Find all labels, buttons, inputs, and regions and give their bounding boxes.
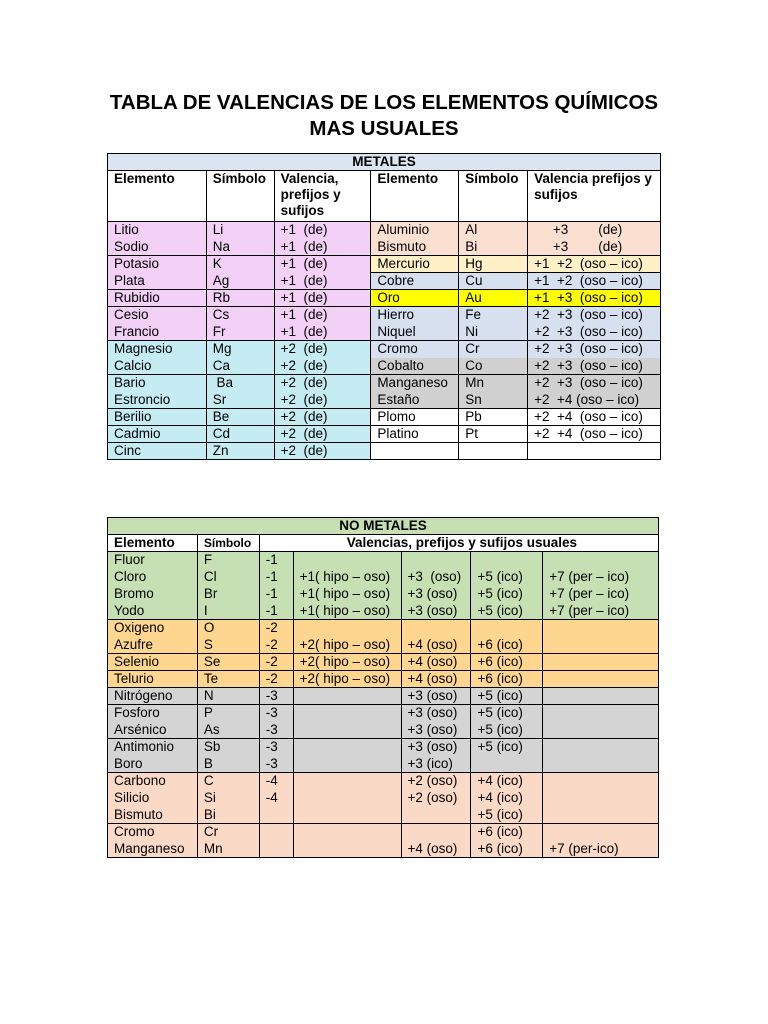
col-header: Valencia, prefijos y sufijos (274, 171, 371, 222)
no-metales-row (108, 688, 659, 705)
metales-row (108, 443, 661, 460)
table-cell: Mg (206, 341, 274, 358)
table-cell (293, 773, 401, 790)
table-cell: -1 (259, 569, 293, 586)
table-cell: +3 (oso) (401, 586, 471, 603)
table-cell: Fosforo (108, 705, 198, 722)
table-cell: Sb (197, 739, 259, 756)
table-cell: Ca (206, 358, 274, 375)
page-title (0, 90, 768, 142)
table-cell: B (197, 756, 259, 773)
table-cell: Potasio (108, 256, 207, 273)
table-cell: +2 (de) (274, 341, 371, 358)
metales-row (108, 341, 661, 358)
table-cell: +7 (per – ico) (543, 603, 659, 620)
table-cell: +3 (oso) (401, 722, 471, 739)
table-cell: Oxigeno (108, 620, 198, 637)
table-cell: Aluminio (371, 222, 459, 239)
no-metales-row (108, 790, 659, 807)
table-cell (543, 790, 659, 807)
metales-row (108, 375, 661, 392)
table-cell (293, 824, 401, 841)
table-cell: -4 (259, 773, 293, 790)
table-cell: +3 (oso) (401, 688, 471, 705)
table-cell: +1 (de) (274, 324, 371, 341)
table-cell: +2 +4 (oso – ico) (528, 409, 661, 426)
table-cell: -4 (259, 790, 293, 807)
table-cell (293, 552, 401, 569)
col-header: Valencias, prefijos y sufijos usuales (259, 535, 658, 552)
metales-row (108, 307, 661, 324)
table-cell (293, 756, 401, 773)
table-cell (543, 705, 659, 722)
table-cell: Carbono (108, 773, 198, 790)
table-cell (371, 443, 459, 460)
table-cell: Hierro (371, 307, 459, 324)
table-cell: Mn (459, 375, 528, 392)
table-cell: +1 (de) (274, 256, 371, 273)
table-cell: +2( hipo – oso) (293, 654, 401, 671)
table-cell: Be (206, 409, 274, 426)
table-cell (293, 705, 401, 722)
table-cell: +4 (oso) (401, 654, 471, 671)
table-cell: +1 (de) (274, 307, 371, 324)
table-cell: Manganeso (371, 375, 459, 392)
table-cell (259, 824, 293, 841)
table-cell: -3 (259, 756, 293, 773)
table-cell: Mercurio (371, 256, 459, 273)
table-cell: -1 (259, 552, 293, 569)
table-cell: -3 (259, 688, 293, 705)
no-metales-row (108, 620, 659, 637)
table-cell: -1 (259, 603, 293, 620)
table-cell: Fe (459, 307, 528, 324)
table-cell: Cesio (108, 307, 207, 324)
table-cell (543, 654, 659, 671)
table-cell: +3 (de) (528, 222, 661, 239)
no-metales-row (108, 739, 659, 756)
table-cell: As (197, 722, 259, 739)
table-cell: Bi (197, 807, 259, 824)
table-cell: +3 (oso) (401, 705, 471, 722)
table-cell: +2 (oso) (401, 790, 471, 807)
table-cell: Berilio (108, 409, 207, 426)
table-cell (543, 807, 659, 824)
table-cell (543, 824, 659, 841)
table-cell: +1 (de) (274, 290, 371, 307)
table-cell (543, 552, 659, 569)
no-metales-row (108, 654, 659, 671)
table-cell: Cloro (108, 569, 198, 586)
table-cell: +2 +3 (oso – ico) (528, 307, 661, 324)
table-cell: Cl (197, 569, 259, 586)
table-cell: Arsénico (108, 722, 198, 739)
table-cell: +2 (de) (274, 392, 371, 409)
table-cell: Cobalto (371, 358, 459, 375)
table-cell (543, 688, 659, 705)
table-cell: +1( hipo – oso) (293, 586, 401, 603)
table-cell (293, 722, 401, 739)
table-cell: +2 +4 (oso – ico) (528, 392, 661, 409)
table-cell: Litio (108, 222, 207, 239)
table-cell: +5 (ico) (471, 586, 543, 603)
table-cell (543, 671, 659, 688)
table-cell: +3 (ico) (401, 756, 471, 773)
table-cell (528, 443, 661, 460)
table-cell: Antimonio (108, 739, 198, 756)
table-cell: Bismuto (108, 807, 198, 824)
table-cell (471, 756, 543, 773)
table-cell (471, 552, 543, 569)
table-cell: Te (197, 671, 259, 688)
no-metales-row (108, 807, 659, 824)
table-cell: -3 (259, 739, 293, 756)
table-cell: Calcio (108, 358, 207, 375)
table-cell: Rubidio (108, 290, 207, 307)
metales-row (108, 392, 661, 409)
metales-row (108, 273, 661, 290)
table-cell: +1 +2 (oso – ico) (528, 256, 661, 273)
table-cell: +5 (ico) (471, 705, 543, 722)
no-metales-row (108, 637, 659, 654)
no-metales-row (108, 773, 659, 790)
table-cell: Pt (459, 426, 528, 443)
table-cell (543, 739, 659, 756)
table-cell: Azufre (108, 637, 198, 654)
table-cell (401, 620, 471, 637)
table-cell (293, 739, 401, 756)
table-cell: Br (197, 586, 259, 603)
table-cell: Bi (459, 239, 528, 256)
table-cell: +1 (de) (274, 222, 371, 239)
table-cell: Fr (206, 324, 274, 341)
table-cell: K (206, 256, 274, 273)
table-cell: Bario (108, 375, 207, 392)
title-line-1: TABLA DE VALENCIAS DE LOS ELEMENTOS QUÍMICOS (109, 91, 659, 114)
table-cell: P (197, 705, 259, 722)
table-cell: Yodo (108, 603, 198, 620)
table-cell: +2 (de) (274, 358, 371, 375)
table-cell: +2 +4 (oso – ico) (528, 426, 661, 443)
table-cell: Al (459, 222, 528, 239)
table-cell: +6 (ico) (471, 671, 543, 688)
no-metales-row (108, 756, 659, 773)
table-cell (259, 841, 293, 858)
table-cell: +1( hipo – oso) (293, 569, 401, 586)
table-cell: Pb (459, 409, 528, 426)
no-metales-row (108, 671, 659, 688)
table-cell: Selenio (108, 654, 198, 671)
table-cell: Silicio (108, 790, 198, 807)
table-cell: +3 (oso) (401, 569, 471, 586)
table-cell: +6 (ico) (471, 637, 543, 654)
metales-table (107, 153, 661, 460)
table-cell: Bromo (108, 586, 198, 603)
no-metales-row (108, 722, 659, 739)
table-cell: Bismuto (371, 239, 459, 256)
metales-row (108, 290, 661, 307)
table-cell: S (197, 637, 259, 654)
col-header: Valencia prefijos y sufijos (528, 171, 661, 222)
table-cell (293, 688, 401, 705)
table-cell: +2 +3 (oso – ico) (528, 358, 661, 375)
table-cell: I (197, 603, 259, 620)
table-cell: Au (459, 290, 528, 307)
table-cell: Mn (197, 841, 259, 858)
table-cell: Estroncio (108, 392, 207, 409)
table-cell: +2 (de) (274, 443, 371, 460)
table-cell: +2 +3 (oso – ico) (528, 375, 661, 392)
table-cell (293, 841, 401, 858)
metales-row (108, 239, 661, 256)
table-cell: +1 (de) (274, 239, 371, 256)
table-cell: Cinc (108, 443, 207, 460)
table-cell: Cobre (371, 273, 459, 290)
table-cell: +5 (ico) (471, 688, 543, 705)
table-cell: -2 (259, 671, 293, 688)
table-cell: C (197, 773, 259, 790)
table-cell: +2 +3 (oso – ico) (528, 341, 661, 358)
col-header: Símbolo (197, 535, 259, 552)
no-metales-row (108, 603, 659, 620)
table-cell (401, 824, 471, 841)
col-header: Elemento (371, 171, 459, 222)
table-cell (293, 807, 401, 824)
no-metales-row (108, 586, 659, 603)
table-cell (293, 620, 401, 637)
metales-row (108, 409, 661, 426)
table-cell: +6 (ico) (471, 654, 543, 671)
table-cell: Platino (371, 426, 459, 443)
table-cell: Rb (206, 290, 274, 307)
table-cell: Estaño (371, 392, 459, 409)
table-cell: Ba (206, 375, 274, 392)
table-cell: Ag (206, 273, 274, 290)
table-cell: +5 (ico) (471, 722, 543, 739)
table-cell: +4 (oso) (401, 841, 471, 858)
table-cell: Plata (108, 273, 207, 290)
table-cell (543, 722, 659, 739)
table-cell: +2( hipo – oso) (293, 637, 401, 654)
table-cell: Manganeso (108, 841, 198, 858)
table-cell: +1 +3 (oso – ico) (528, 290, 661, 307)
table-cell: +2 (oso) (401, 773, 471, 790)
no-metales-table (107, 517, 659, 858)
table-cell: O (197, 620, 259, 637)
col-header: Símbolo (459, 171, 528, 222)
table-cell (259, 807, 293, 824)
table-cell: Cu (459, 273, 528, 290)
table-cell: Co (459, 358, 528, 375)
metales-row (108, 222, 661, 239)
table-cell: +4 (oso) (401, 637, 471, 654)
table-cell: +1( hipo – oso) (293, 603, 401, 620)
table-cell: +1 (de) (274, 273, 371, 290)
table-cell: Se (197, 654, 259, 671)
table-cell: Niquel (371, 324, 459, 341)
no-metales-row (108, 705, 659, 722)
no-metales-row (108, 552, 659, 569)
table-cell: Cs (206, 307, 274, 324)
table-cell: +6 (ico) (471, 824, 543, 841)
table-cell: +2 (de) (274, 375, 371, 392)
table-cell (459, 443, 528, 460)
table-cell: Francio (108, 324, 207, 341)
table-cell: +2 (de) (274, 409, 371, 426)
metales-row (108, 256, 661, 273)
no-metales-row (108, 841, 659, 858)
table-cell: +5 (ico) (471, 569, 543, 586)
table-cell: Ni (459, 324, 528, 341)
no-metales-heading: NO METALES (108, 518, 659, 535)
table-cell: Cromo (371, 341, 459, 358)
table-cell: Cr (459, 341, 528, 358)
table-cell: +3 (oso) (401, 739, 471, 756)
table-cell: -2 (259, 654, 293, 671)
table-cell: +6 (ico) (471, 841, 543, 858)
table-cell: Nitrógeno (108, 688, 198, 705)
table-cell: Boro (108, 756, 198, 773)
table-cell (543, 637, 659, 654)
table-cell: +2( hipo – oso) (293, 671, 401, 688)
table-cell: Li (206, 222, 274, 239)
table-cell: Sodio (108, 239, 207, 256)
metales-heading: METALES (108, 154, 661, 171)
table-cell (293, 790, 401, 807)
table-cell (471, 620, 543, 637)
table-cell: Magnesio (108, 341, 207, 358)
table-cell: Zn (206, 443, 274, 460)
table-cell: Oro (371, 290, 459, 307)
table-cell: Si (197, 790, 259, 807)
table-cell: +4 (ico) (471, 773, 543, 790)
table-cell: N (197, 688, 259, 705)
table-cell: +5 (ico) (471, 603, 543, 620)
table-cell: Telurio (108, 671, 198, 688)
metales-row (108, 426, 661, 443)
table-cell: +7 (per – ico) (543, 586, 659, 603)
table-cell: +7 (per-ico) (543, 841, 659, 858)
table-cell: Hg (459, 256, 528, 273)
table-cell: +5 (ico) (471, 739, 543, 756)
table-cell: Sn (459, 392, 528, 409)
table-cell (401, 807, 471, 824)
no-metales-row (108, 569, 659, 586)
table-cell: Cromo (108, 824, 198, 841)
table-cell: Plomo (371, 409, 459, 426)
table-cell: Cadmio (108, 426, 207, 443)
table-cell: F (197, 552, 259, 569)
table-cell: -3 (259, 705, 293, 722)
table-cell: Cd (206, 426, 274, 443)
table-cell: +3 (oso) (401, 603, 471, 620)
col-header: Elemento (108, 535, 198, 552)
table-cell: +1 +2 (oso – ico) (528, 273, 661, 290)
table-cell: Sr (206, 392, 274, 409)
table-cell: +7 (per – ico) (543, 569, 659, 586)
table-cell: +4 (ico) (471, 790, 543, 807)
table-cell: Na (206, 239, 274, 256)
col-header: Elemento (108, 171, 207, 222)
table-cell: +4 (oso) (401, 671, 471, 688)
table-cell: -2 (259, 637, 293, 654)
table-cell: +3 (de) (528, 239, 661, 256)
table-cell: +2 +3 (oso – ico) (528, 324, 661, 341)
table-cell (543, 773, 659, 790)
metales-row (108, 324, 661, 341)
table-cell: Fluor (108, 552, 198, 569)
col-header: Símbolo (206, 171, 274, 222)
table-cell (543, 620, 659, 637)
table-cell: Cr (197, 824, 259, 841)
table-cell: -1 (259, 586, 293, 603)
table-cell: -3 (259, 722, 293, 739)
no-metales-row (108, 824, 659, 841)
table-cell (543, 756, 659, 773)
table-cell: -2 (259, 620, 293, 637)
metales-row (108, 358, 661, 375)
title-line-2: MAS USUALES (309, 117, 459, 140)
table-cell: +2 (de) (274, 426, 371, 443)
table-cell: +5 (ico) (471, 807, 543, 824)
table-cell (401, 552, 471, 569)
